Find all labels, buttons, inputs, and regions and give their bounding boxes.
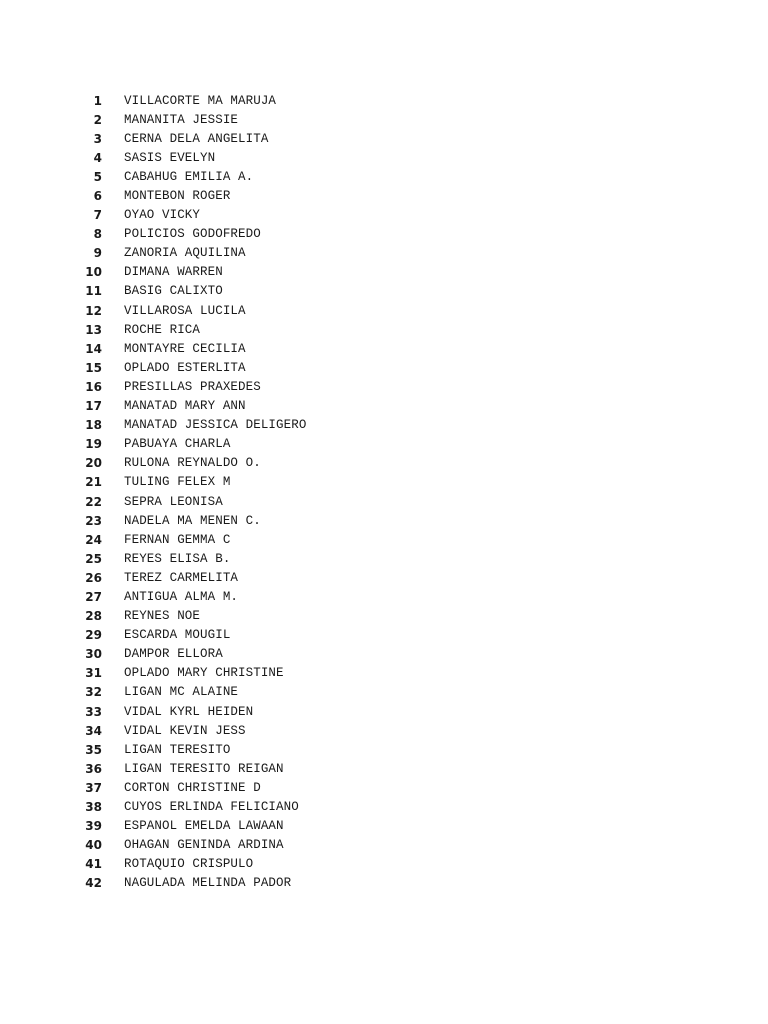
list-item: [78, 473, 306, 492]
list-item: [78, 377, 306, 396]
person-name: VIDAL KYRL HEIDEN: [124, 704, 254, 719]
person-name: SASIS EVELYN: [124, 150, 216, 165]
row-number: 3: [93, 131, 102, 146]
row-number: 36: [85, 761, 102, 776]
row-number: 14: [85, 341, 102, 356]
row-number: 11: [85, 284, 102, 299]
row-number: 7: [93, 208, 102, 223]
person-name: LIGAN TERESITO REIGAN: [124, 761, 284, 776]
list-item: [78, 587, 306, 606]
person-name: LIGAN MC ALAINE: [124, 685, 239, 700]
person-name: MANANITA JESSIE: [124, 112, 239, 127]
list-item: [78, 167, 306, 186]
person-name: POLICIOS GODOFREDO: [124, 227, 261, 242]
list-item: [78, 702, 306, 721]
person-name: FERNAN GEMMA C: [124, 532, 231, 547]
list-item: [78, 797, 306, 816]
list-item: [78, 855, 306, 874]
row-number: 4: [93, 150, 102, 165]
row-number: 34: [85, 723, 102, 738]
row-number: 9: [93, 246, 102, 261]
row-number: 13: [85, 322, 102, 337]
person-name: BASIG CALIXTO: [124, 284, 223, 299]
list-item: [78, 358, 306, 377]
person-name: VIDAL KEVIN JESS: [124, 723, 246, 738]
list-item: [78, 148, 306, 167]
list-item: [78, 301, 306, 320]
row-number: 6: [93, 189, 102, 204]
list-item: [78, 129, 306, 148]
row-number: 31: [85, 666, 102, 681]
person-name: REYES ELISA B.: [124, 551, 231, 566]
person-name: OHAGAN GENINDA ARDINA: [124, 838, 284, 853]
person-name: MONTEBON ROGER: [124, 189, 231, 204]
row-number: 41: [85, 857, 102, 872]
row-number: 15: [85, 360, 102, 375]
person-name: OPLADO MARY CHRISTINE: [124, 666, 284, 681]
list-item: [78, 206, 306, 225]
row-number: 21: [85, 475, 102, 490]
list-item: [78, 778, 306, 797]
row-number: 40: [85, 838, 102, 853]
person-name: CABAHUG EMILIA A.: [124, 169, 254, 184]
person-name: NADELA MA MENEN C.: [124, 513, 261, 528]
row-number: 35: [85, 742, 102, 757]
row-number: 39: [85, 819, 102, 834]
row-number: 33: [85, 704, 102, 719]
list-item: [78, 664, 306, 683]
row-number: 23: [85, 513, 102, 528]
person-name: MANATAD MARY ANN: [124, 399, 246, 414]
person-name: SEPRA LEONISA: [124, 494, 223, 509]
row-number: 29: [85, 628, 102, 643]
person-name: CORTON CHRISTINE D: [124, 780, 261, 795]
person-name: PABUAYA CHARLA: [124, 437, 231, 452]
list-item: [78, 607, 306, 626]
row-number: 19: [85, 437, 102, 452]
row-number: 25: [85, 551, 102, 566]
person-name: VILLACORTE MA MARUJA: [124, 93, 277, 108]
person-name: TEREZ CARMELITA: [124, 570, 239, 585]
row-number: 32: [85, 685, 102, 700]
row-number: 5: [93, 169, 102, 184]
person-name: MONTAYRE CECILIA: [124, 341, 246, 356]
row-number: 27: [85, 589, 102, 604]
person-name: ESPANOL EMELDA LAWAAN: [124, 819, 284, 834]
list-item: [78, 492, 306, 511]
row-number: 2: [93, 112, 102, 127]
list-item: [78, 339, 306, 358]
list-item: [78, 186, 306, 205]
row-number: 16: [85, 379, 102, 394]
list-item: [78, 759, 306, 778]
row-number: 30: [85, 647, 102, 662]
person-name: ROCHE RICA: [124, 322, 201, 337]
list-item: [78, 626, 306, 645]
person-name: ANTIGUA ALMA M.: [124, 589, 239, 604]
row-number: 17: [85, 399, 102, 414]
list-item: [78, 568, 306, 587]
person-name: RULONA REYNALDO O.: [124, 456, 261, 471]
name-list: [78, 91, 306, 893]
list-item: [78, 874, 306, 893]
list-item: [78, 721, 306, 740]
list-item: [78, 530, 306, 549]
person-name: DAMPOR ELLORA: [124, 647, 223, 662]
list-item: [78, 454, 306, 473]
row-number: 18: [85, 418, 102, 433]
list-item: [78, 397, 306, 416]
person-name: TULING FELEX M: [124, 475, 231, 490]
list-item: [78, 263, 306, 282]
person-name: PRESILLAS PRAXEDES: [124, 379, 261, 394]
row-number: 20: [85, 456, 102, 471]
list-item: [78, 817, 306, 836]
row-number: 24: [85, 532, 102, 547]
row-number: 37: [85, 780, 102, 795]
list-item: [78, 511, 306, 530]
person-name: ESCARDA MOUGIL: [124, 628, 231, 643]
list-item: [78, 836, 306, 855]
list-item: [78, 740, 306, 759]
list-item: [78, 91, 306, 110]
list-item: [78, 645, 306, 664]
list-item: [78, 683, 306, 702]
row-number: 1: [93, 93, 102, 108]
list-item: [78, 282, 306, 301]
person-name: ROTAQUIO CRISPULO: [124, 857, 254, 872]
person-name: MANATAD JESSICA DELIGERO: [124, 418, 307, 433]
person-name: OYAO VICKY: [124, 208, 201, 223]
list-item: [78, 320, 306, 339]
list-item: [78, 549, 306, 568]
person-name: OPLADO ESTERLITA: [124, 360, 246, 375]
row-number: 10: [85, 265, 102, 280]
list-item: [78, 225, 306, 244]
list-item: [78, 435, 306, 454]
person-name: REYNES NOE: [124, 609, 201, 624]
row-number: 26: [85, 570, 102, 585]
list-item: [78, 416, 306, 435]
list-item: [78, 244, 306, 263]
person-name: LIGAN TERESITO: [124, 742, 231, 757]
person-name: NAGULADA MELINDA PADOR: [124, 876, 292, 891]
person-name: DIMANA WARREN: [124, 265, 223, 280]
row-number: 22: [85, 494, 102, 509]
person-name: VILLAROSA LUCILA: [124, 303, 246, 318]
person-name: ZANORIA AQUILINA: [124, 246, 246, 261]
row-number: 28: [85, 609, 102, 624]
row-number: 42: [85, 876, 102, 891]
person-name: CUYOS ERLINDA FELICIANO: [124, 800, 299, 815]
row-number: 12: [85, 303, 102, 318]
person-name: CERNA DELA ANGELITA: [124, 131, 269, 146]
row-number: 8: [93, 227, 102, 242]
list-item: [78, 110, 306, 129]
row-number: 38: [85, 800, 102, 815]
